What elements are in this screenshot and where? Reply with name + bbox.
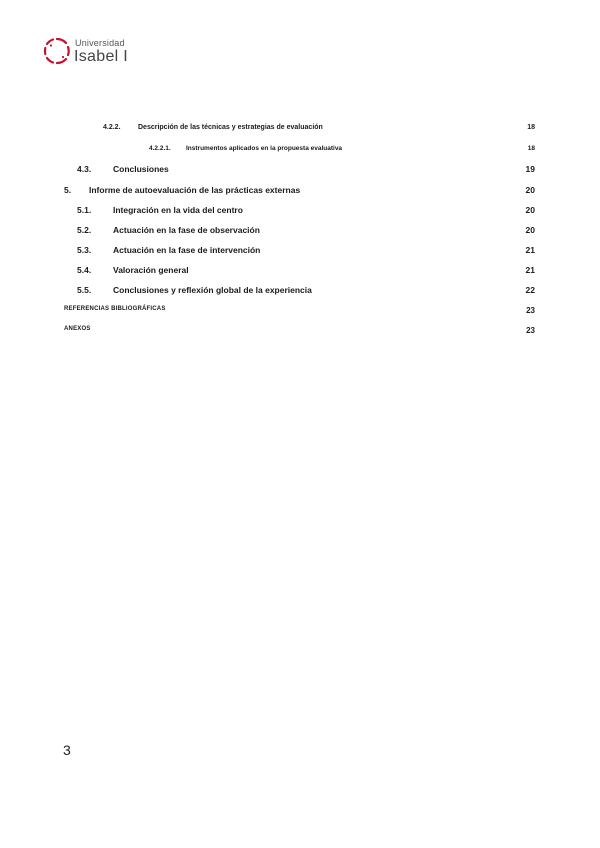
university-logo <box>42 36 152 70</box>
toc-title: REFERENCIAS BIBLIOGRÁFICAS <box>64 306 166 312</box>
toc-title: Conclusiones y reflexión global de la experiencia <box>113 285 312 295</box>
toc-page: 20 <box>525 205 535 215</box>
toc-title: Informe de autoevaluación de las prácticas externas <box>89 185 301 195</box>
toc-page: 20 <box>525 225 535 235</box>
toc-number: 5. <box>64 185 72 195</box>
toc-page: 22 <box>525 285 535 295</box>
toc-title: Instrumentos aplicados en la propuesta evaluativa <box>186 145 343 152</box>
toc-number: 5.4. <box>77 265 92 275</box>
toc-page: 18 <box>527 124 535 131</box>
toc-title: Descripción de las técnicas y estrategias de evaluación <box>138 124 323 131</box>
toc-title: Actuación en la fase de observación <box>113 225 260 235</box>
toc-page: 19 <box>525 164 535 174</box>
toc-page: 23 <box>526 306 535 315</box>
logo-text-isabel: Isabel I <box>74 48 128 65</box>
toc-title: Conclusiones <box>113 164 169 174</box>
toc-row[interactable] <box>0 185 600 199</box>
toc-row[interactable] <box>0 265 600 279</box>
toc-number: 4.2.2.1. <box>149 145 171 152</box>
toc-row[interactable] <box>0 145 600 159</box>
toc-page: 20 <box>525 185 535 195</box>
toc-row[interactable] <box>0 124 600 138</box>
logo-ring-icon <box>42 36 72 66</box>
toc-page: 23 <box>526 326 535 335</box>
toc-number: 5.5. <box>77 285 92 295</box>
toc-row[interactable] <box>0 326 600 340</box>
toc-number: 5.1. <box>77 205 92 215</box>
toc-row[interactable] <box>0 245 600 259</box>
toc-row[interactable] <box>0 306 600 320</box>
toc-row[interactable] <box>0 205 600 219</box>
toc-title: Integración en la vida del centro <box>113 205 243 215</box>
toc-row[interactable] <box>0 164 600 178</box>
toc-number: 4.3. <box>77 164 92 174</box>
toc-page: 21 <box>525 245 535 255</box>
toc-row[interactable] <box>0 225 600 239</box>
toc-row[interactable] <box>0 285 600 299</box>
toc-number: 4.2.2. <box>103 124 121 131</box>
toc-number: 5.3. <box>77 245 92 255</box>
toc-title: ANEXOS <box>64 326 91 332</box>
logo-text-universidad: Universidad <box>75 38 125 48</box>
toc-title: Actuación en la fase de intervención <box>113 245 261 255</box>
page-number: 3 <box>63 742 71 758</box>
toc-page: 21 <box>525 265 535 275</box>
toc-page: 18 <box>527 145 535 152</box>
toc-number: 5.2. <box>77 225 92 235</box>
toc-title: Valoración general <box>113 265 189 275</box>
